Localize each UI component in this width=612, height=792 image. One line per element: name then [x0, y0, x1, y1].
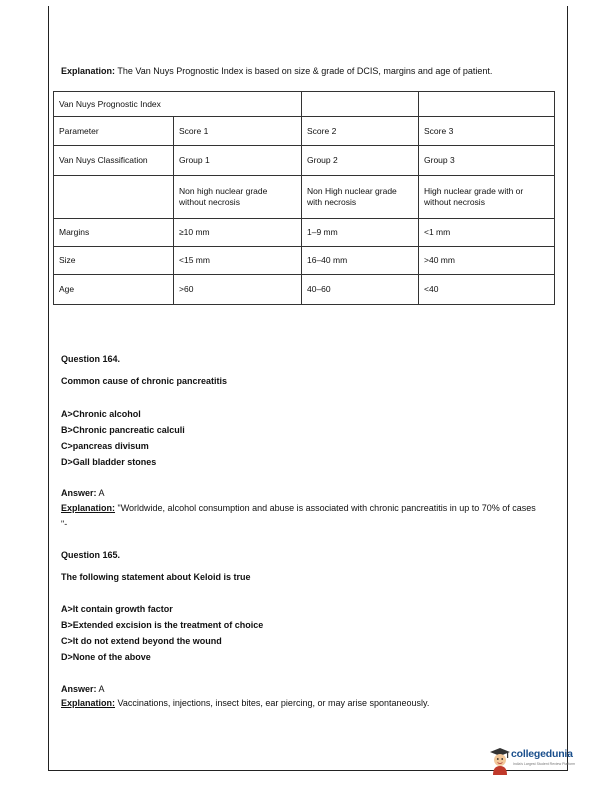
- table-cell: Group 2: [302, 146, 419, 176]
- table-cell: 1–9 mm: [302, 219, 419, 247]
- option: D>Gall bladder stones: [61, 457, 157, 467]
- question-164-answer: [61, 486, 105, 500]
- table-cell: Margins: [54, 219, 174, 247]
- question-165-explanation: [61, 696, 541, 710]
- table-cell: <15 mm: [174, 247, 302, 275]
- question-164-stem: Common cause of chronic pancreatitis: [61, 376, 228, 386]
- table-cell: Age: [54, 275, 174, 305]
- table-cell: Size: [54, 247, 174, 275]
- table-row: [54, 146, 555, 176]
- table-cell: 16–40 mm: [302, 247, 419, 275]
- answer-value: A: [96, 488, 105, 498]
- option: B>Extended excision is the treatment of choice: [61, 620, 264, 630]
- explanation-label: Explanation:: [61, 66, 116, 76]
- table-cell: <1 mm: [419, 219, 555, 247]
- table-cell: Score 2: [302, 117, 419, 146]
- table-cell: Non High nuclear grade with necrosis: [302, 176, 419, 219]
- explanation-text: Vaccinations, injections, insect bites, ear piercing, or may arise spontaneously.: [115, 698, 430, 708]
- explanation-label: Explanation:: [61, 503, 116, 513]
- table-row: [54, 117, 555, 146]
- question-164-explanation: [61, 500, 541, 532]
- answer-value: A: [96, 684, 105, 694]
- table-cell: Non high nuclear grade without necrosis: [174, 176, 302, 219]
- table-cell: High nuclear grade with or without necrosis: [419, 176, 555, 219]
- table-cell: >40 mm: [419, 247, 555, 275]
- question-165-answer: [61, 682, 105, 696]
- option: A>Chronic alcohol: [61, 409, 141, 419]
- option: D>None of the above: [61, 652, 151, 662]
- table-cell: >60: [174, 275, 302, 305]
- table-cell: Score 3: [419, 117, 555, 146]
- table-cell: Parameter: [54, 117, 174, 146]
- table-row: [54, 247, 555, 275]
- graduate-mascot-icon: [487, 745, 513, 775]
- table-cell: Group 1: [174, 146, 302, 176]
- explanation-text: "Worldwide, alcohol consumption and abuse is associated with chronic pancreatitis in up to 70% of cases "-: [61, 503, 536, 529]
- explanation-text: The Van Nuys Prognostic Index is based on size & grade of DCIS, margins and age of patient.: [115, 66, 493, 76]
- table-row: [54, 219, 555, 247]
- explanation-label: Explanation:: [61, 698, 116, 708]
- logo-name: collegedunia: [511, 748, 573, 760]
- option: B>Chronic pancreatic calculi: [61, 425, 185, 435]
- answer-label: Answer:: [61, 684, 97, 694]
- answer-label: Answer:: [61, 488, 97, 498]
- option: C>It do not extend beyond the wound: [61, 636, 222, 646]
- table-cell: ≥10 mm: [174, 219, 302, 247]
- table-row: [54, 275, 555, 305]
- table-cell: Score 1: [174, 117, 302, 146]
- table-cell: 40–60: [302, 275, 419, 305]
- table-cell: Van Nuys Classification: [54, 146, 174, 176]
- table-row: [54, 176, 555, 219]
- collegedunia-logo: [487, 745, 575, 775]
- question-165-stem: The following statement about Keloid is true: [61, 572, 251, 582]
- table-cell: Group 3: [419, 146, 555, 176]
- table-cell: <40: [419, 275, 555, 305]
- logo-tagline: India's Largest Student Review Platform: [513, 762, 576, 766]
- option: C>pancreas divisum: [61, 441, 149, 451]
- van-nuys-table: [53, 91, 555, 305]
- question-165-title: Question 165.: [61, 550, 121, 560]
- question-165-options: [61, 601, 263, 665]
- option: A>It contain growth factor: [61, 604, 173, 614]
- question-164-options: [61, 406, 185, 470]
- question-164-title: Question 164.: [61, 354, 121, 364]
- explanation-intro: [61, 64, 556, 78]
- table-title: Van Nuys Prognostic Index: [54, 92, 302, 117]
- table-cell: [54, 176, 174, 219]
